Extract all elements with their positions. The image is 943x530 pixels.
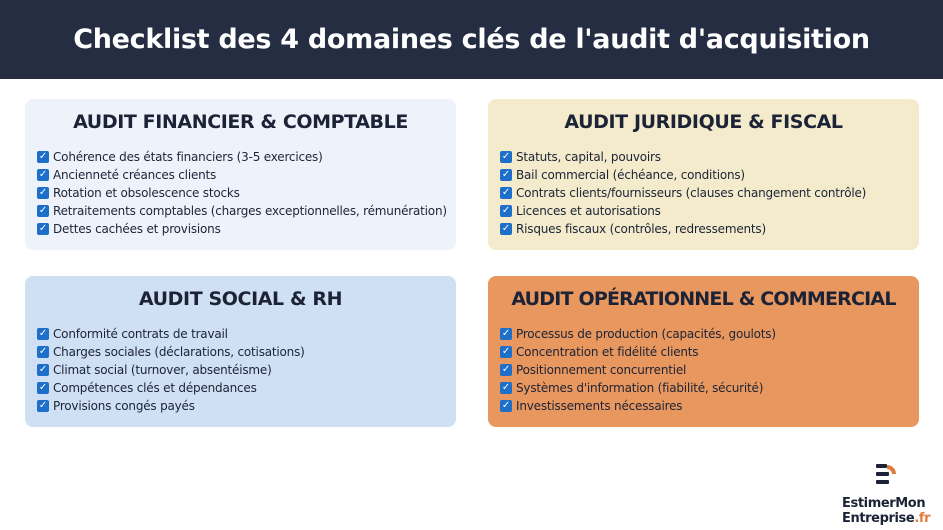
- logo-text: [842, 496, 942, 526]
- card-audit-social: [25, 276, 456, 427]
- checklist-item: [37, 184, 444, 202]
- card-title: AUDIT OPÉRATIONNEL & COMMERCIAL: [511, 288, 896, 310]
- check-box-icon: ✓: [38, 223, 48, 234]
- check-box-icon: ✓: [38, 400, 48, 411]
- checklist-item-label: Statuts, capital, pouvoirs: [516, 150, 661, 164]
- card-audit-financier: [25, 99, 456, 250]
- checklist-item-label: Bail commercial (échéance, conditions): [516, 168, 745, 182]
- checklist-item: [500, 184, 907, 202]
- check-box-icon: ✓: [501, 382, 511, 393]
- check-box-icon: ✓: [38, 346, 48, 357]
- check-box-icon: ✓: [38, 187, 48, 198]
- checklist-item-label: Cohérence des états financiers (3-5 exercices): [53, 150, 323, 164]
- checklist-item: [500, 202, 907, 220]
- checklist-item-label: Compétences clés et dépendances: [53, 381, 257, 395]
- check-box-icon: ✓: [501, 364, 511, 375]
- checklist-item: [500, 379, 907, 397]
- checklist-item-label: Systèmes d'information (fiabilité, sécurité): [516, 381, 764, 395]
- check-box-icon: ✓: [501, 169, 511, 180]
- logo-line-1: EstimerMon: [842, 496, 926, 511]
- checklist-item-label: Dettes cachées et provisions: [53, 222, 221, 236]
- checklist-item-label: Rotation et obsolescence stocks: [53, 186, 240, 200]
- check-box-icon: ✓: [38, 169, 48, 180]
- check-box-icon: ✓: [38, 328, 48, 339]
- checklist-item: [37, 343, 444, 361]
- checklist-item-label: Climat social (turnover, absentéisme): [53, 363, 272, 377]
- checklist: [37, 148, 447, 238]
- checklist-item: [37, 361, 444, 379]
- checklist-item: [37, 148, 444, 166]
- check-box-icon: ✓: [501, 205, 511, 216]
- checklist-item-label: Processus de production (capacités, goulots): [516, 327, 776, 341]
- check-box-icon: ✓: [501, 187, 511, 198]
- checklist-item: [37, 220, 444, 238]
- check-box-icon: ✓: [501, 328, 511, 339]
- checklist-item-label: Conformité contrats de travail: [53, 327, 228, 341]
- checklist-item: [500, 397, 907, 415]
- logo-suffix: .fr: [914, 511, 931, 526]
- card-audit-juridique: [488, 99, 919, 250]
- checklist-item: [37, 379, 444, 397]
- checklist-item: [37, 397, 444, 415]
- checklist-item: [500, 166, 907, 184]
- checklist: [500, 148, 907, 238]
- checklist-item-label: Retraitements comptables (charges exceptionnelles, rémunération): [53, 204, 447, 218]
- checklist-item: [37, 166, 444, 184]
- check-box-icon: ✓: [38, 151, 48, 162]
- checklist-item-label: Concentration et fidélité clients: [516, 345, 699, 359]
- checklist-item-label: Positionnement concurrentiel: [516, 363, 687, 377]
- checklist: [500, 325, 907, 415]
- page-title: Checklist des 4 domaines clés de l'audit d'acquisition: [73, 24, 870, 55]
- logo-mark-icon: [876, 462, 900, 492]
- checklist-item-label: Provisions congés payés: [53, 399, 195, 413]
- brand-logo[interactable]: [832, 460, 942, 530]
- check-box-icon: ✓: [501, 400, 511, 411]
- checklist-item: [37, 202, 447, 220]
- check-box-icon: ✓: [501, 151, 511, 162]
- card-audit-operationnel: [488, 276, 919, 427]
- checklist-item-label: Contrats clients/fournisseurs (clauses changement contrôle): [516, 186, 867, 200]
- logo-line-2-main: Entreprise: [842, 511, 915, 526]
- checklist-item: [500, 343, 907, 361]
- checklist-item: [500, 220, 907, 238]
- checklist-item: [37, 325, 444, 343]
- check-box-icon: ✓: [501, 223, 511, 234]
- card-title: AUDIT JURIDIQUE & FISCAL: [564, 111, 843, 133]
- checklist-item-label: Investissements nécessaires: [516, 399, 683, 413]
- card-title: AUDIT SOCIAL & RH: [138, 288, 343, 310]
- checklist-item-label: Charges sociales (déclarations, cotisations): [53, 345, 305, 359]
- page-header: [0, 0, 943, 79]
- checklist-item-label: Licences et autorisations: [516, 204, 661, 218]
- checklist-item: [500, 148, 907, 166]
- checklist-item-label: Ancienneté créances clients: [53, 168, 217, 182]
- logo-line-2: [842, 511, 942, 526]
- checklist: [37, 325, 444, 415]
- check-box-icon: ✓: [38, 364, 48, 375]
- card-title: AUDIT FINANCIER & COMPTABLE: [73, 111, 408, 133]
- checklist-item: [500, 361, 907, 379]
- check-box-icon: ✓: [38, 205, 48, 216]
- check-box-icon: ✓: [501, 346, 511, 357]
- checklist-item-label: Risques fiscaux (contrôles, redressements): [516, 222, 766, 236]
- check-box-icon: ✓: [38, 382, 48, 393]
- checklist-item: [500, 325, 907, 343]
